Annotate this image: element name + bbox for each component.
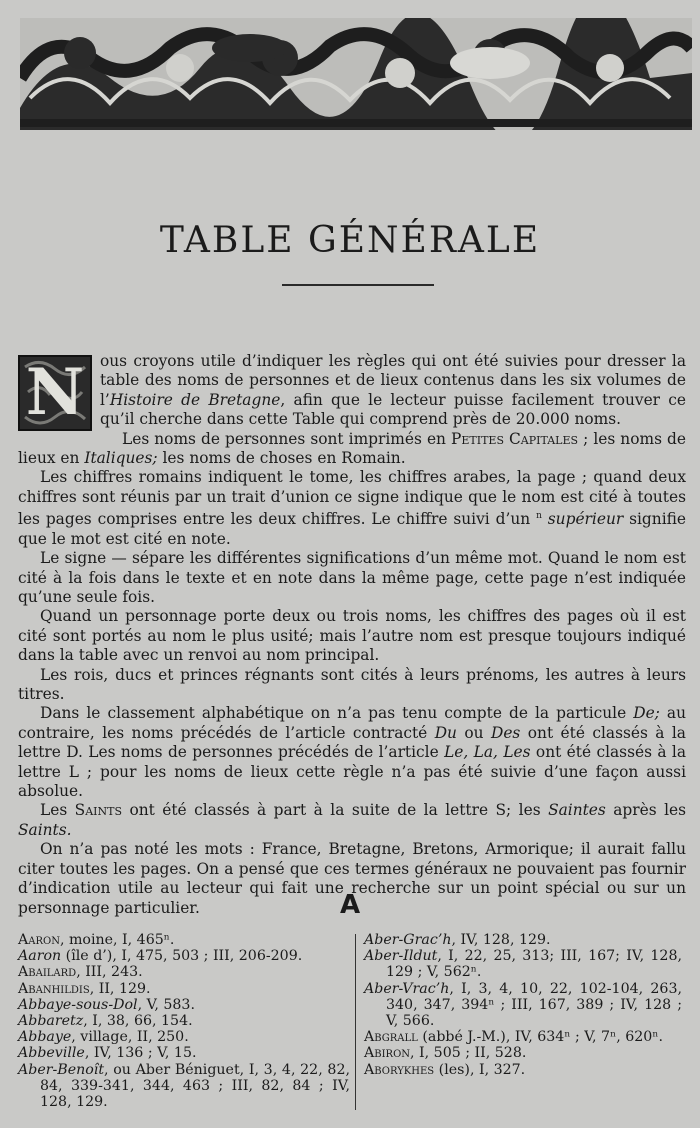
index-entry-name: Aaron [18,932,60,948]
introduction-text [18,352,686,918]
index-entry-refs: , ou Aber Béniguet, I, 3, 4, 22, 82, 84, 339-341, 344, 463 ; III, 82, 84 ; IV, 128, 129. [40,1061,350,1111]
index-entry [18,997,350,1013]
index-entry [18,1045,350,1061]
index-entry [364,1062,682,1078]
dropcap-ornament [18,355,92,431]
intro-paragraph: Les chiffres romains indiquent le tome, les chiffres arabes, la page ; quand deux chiffres sont réunis par un trait d’union ce signe indique que le nom est cité à toutes les pages comprises entre les deux chiffres. Le chiffre suivi d’un $^n$ supérieur signifie que le mot est cité en note. [18,468,686,548]
index-column-right [364,932,682,1078]
index-entry-refs: (les), I, 327. [434,1061,526,1078]
index-entry [364,1029,682,1045]
index-entry-refs: (abbé J.-M.), IV, 634ⁿ ; V, 7ⁿ, 620ⁿ. [417,1029,663,1046]
index-entry-name: Abanhildis [18,980,90,997]
index-entry-refs: , I, 38, 66, 154. [83,1013,193,1030]
intro-paragraph: Le signe — sépare les différentes significations d’un même mot. Quand le nom est cité à la fois dans le texte et en note dans la même page, cette page n’est indiquée qu’une seule fois. [18,549,686,606]
index-entry-refs: , III, 243. [76,964,143,981]
index-entry [364,1045,682,1061]
index-entry-refs: , I, 3, 4, 10, 22, 102-104, 263, 340, 347, 394ⁿ ; III, 167, 389 ; IV, 128 ; V, 566. [386,980,682,1030]
index-entry-name: Aber-Vrac’h [364,980,450,997]
index-entry-name: Abiron [364,1045,411,1062]
section-letter-heading: A [339,890,361,920]
index-entry [18,1062,350,1111]
index-entry-name: Aber-Ildut [364,948,438,965]
index-entry-name: Abbaye-sous-Dol [18,996,138,1013]
dropcap-letter: N [25,355,85,430]
index-entry-name: Abbaye [18,1029,72,1046]
index-entry-name: Abbaretz [18,1013,84,1030]
intro-paragraph: On n’a pas noté les mots : France, Bretagne, Bretons, Armorique; il aurait fallu citer toutes les pages. On a pensé que ces termes généraux ne pouvaient pas fournir d’indication utile au lecteur qui fait une recherche sur un point spécial ou sur un personnage particulier. [18,840,686,917]
intro-paragraph: Les Saints ont été classés à part à la suite de la lettre S; les Saintes après les Saints. [18,801,687,839]
index-entry [18,1029,350,1045]
index-entry-refs: , moine, I, 465ⁿ. [59,932,175,948]
index-entry-refs: , II, 129. [89,980,151,997]
column-divider [355,934,356,1110]
index-entry [18,964,350,980]
index-entry-refs: (île d’), I, 475, 503 ; III, 206-209. [61,948,303,965]
intro-paragraph: Les noms de personnes sont imprimés en Petites Capitales ; les noms de lieux en Italiques; les noms de choses en Romain. [18,429,686,468]
index-entry-refs: , IV, 136 ; V, 15. [84,1045,197,1062]
intro-paragraph: N ous croyons utile d’indiquer les règles qui ont été suivies pour dresser la table des noms de personnes et de lieux contenus dans les six volumes de l’Histoire de Bretagne, afin que le lecteur puisse facilement trouver ce qu’il cherche dans cette Table qui comprend près de 20.000 noms. [18,352,686,430]
page-title: TABLE GÉNÉRALE [159,220,541,261]
intro-paragraph: Les rois, ducs et princes régnants sont cités à leurs prénoms, les autres à leurs titres. [18,665,686,704]
index-entry-name: Aber-Grac’h [364,932,452,948]
title-divider [282,284,434,286]
index-entry-refs: , I, 505 ; II, 528. [410,1045,527,1062]
ornamental-banner [20,18,692,130]
index-entry-name: Aaron [18,948,62,965]
index-entry-name: Abailard [18,964,77,981]
index-entry-name: Aborykhes [364,1061,435,1078]
index-entry [18,1013,350,1029]
index-entry-refs: , V, 583. [137,996,195,1013]
index-entry [364,981,682,1030]
index-entry-refs: , I, 22, 25, 313; III, 167; IV, 128, 129 ; V, 562ⁿ. [386,948,682,981]
index-entry-name: Abgrall [364,1029,418,1046]
index-entry [364,932,682,948]
index-entry-name: Aber-Benoît [18,1061,105,1078]
intro-paragraph: Dans le classement alphabétique on n’a pas tenu compte de la particule De; au contraire, les noms précédés de l’article contracté Du ou Des ont été classés à la lettre D. Les noms de personnes précédés de l’article Le, La, Les ont été classés à la lettre L ; pour les noms de lieux cette règle n’a pas été suivie d’une façon aussi absolue. [18,704,687,801]
index-entry-refs: , IV, 128, 129. [451,932,551,948]
index-entry [18,932,350,948]
index-column-left [18,932,350,1110]
index-entry [18,981,350,997]
index-entry-refs: , village, II, 250. [71,1029,189,1046]
index-entry [364,948,682,980]
intro-paragraph: Quand un personnage porte deux ou trois noms, les chiffres des pages où il est cité sont portés au nom le plus usité; mais l’autre nom est presque toujours indiqué dans la table avec un renvoi au nom principal. [18,607,686,665]
index-entry [18,948,350,964]
index-entry-name: Abbeville [18,1045,85,1062]
